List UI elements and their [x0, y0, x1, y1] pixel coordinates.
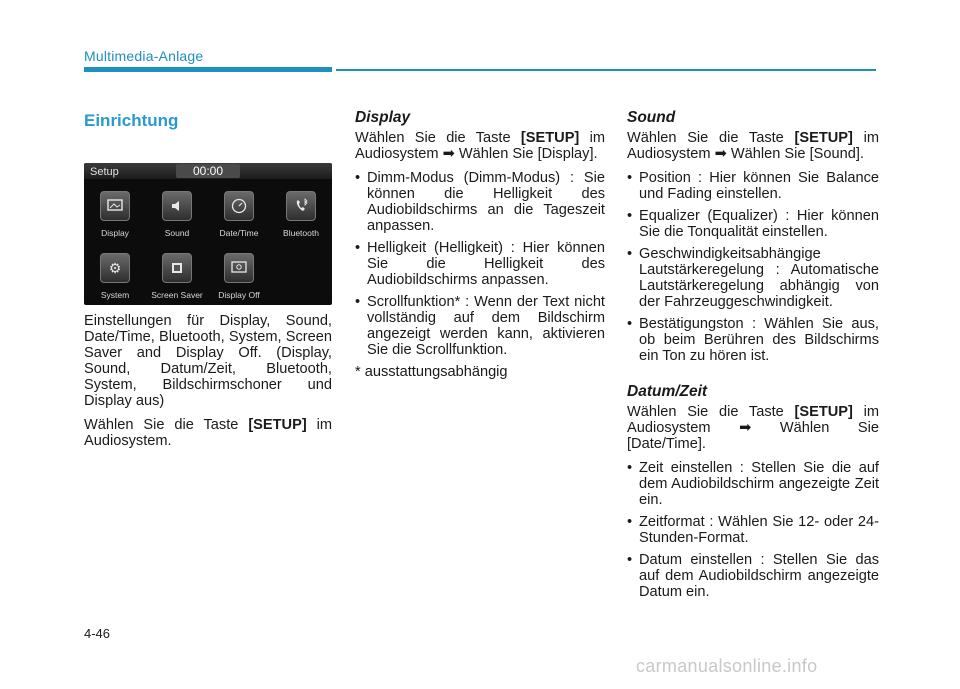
heading-datum-zeit: Datum/Zeit — [627, 383, 708, 400]
sound-instruction: Wählen Sie die Taste [SETUP] im Audiosystem ➡ Wählen Sie [Sound]. — [627, 130, 879, 162]
setup-screen-title: Setup — [90, 166, 119, 178]
list-item: • Geschwindigkeitsabhängige Lautstärkeregelung : Automatische Lautstärkeregelung abhängig von der Fahrzeuggeschwindigkeit. — [627, 246, 879, 310]
display-options-list — [355, 170, 605, 358]
datetime-options-list — [627, 460, 879, 600]
tile-display-off — [209, 253, 269, 303]
setup-screen-clock: 00:00 — [176, 164, 240, 178]
tile-display — [85, 191, 145, 241]
list-item: • Position : Hier können Sie Balance und Fading einstellen. — [627, 170, 879, 202]
list-item: • Scrollfunktion* : Wenn der Text nicht vollständig auf dem Bildschirm angezeigt werden kann, aktivieren Sie die Scrollfunktion. — [355, 294, 605, 358]
datetime-instruction: Wählen Sie die Taste [SETUP] im Audiosystem ➡ Wählen Sie [Date/Time]. — [627, 404, 879, 452]
tile-date-time — [209, 191, 269, 241]
column-left — [84, 108, 332, 457]
column-middle — [355, 108, 605, 388]
tile-sound — [147, 191, 207, 241]
header-rule-thick — [84, 67, 332, 72]
setup-key: [SETUP] — [520, 130, 580, 146]
power-icon — [224, 253, 254, 283]
display-instruction: Wählen Sie die Taste [SETUP] im Audiosystem ➡ Wählen Sie [Display]. — [355, 130, 605, 162]
tile-label: Bluetooth — [283, 228, 319, 238]
list-item: • Dimm-Modus (Dimm-Modus) : Sie können die Helligkeit des Audiobildschirms an die Tageszeit anpassen. — [355, 170, 605, 234]
tile-bluetooth — [271, 191, 331, 241]
list-item: • Equalizer (Equalizer) : Hier können Sie die Tonqualität einstellen. — [627, 208, 879, 240]
header-rule-thin — [336, 69, 876, 71]
clock-icon — [224, 191, 254, 221]
screen-saver-icon — [162, 253, 192, 283]
page-number: 4-46 — [84, 626, 111, 641]
column-right — [627, 108, 879, 606]
list-item: • Bestätigungston : Wählen Sie aus, ob beim Berühren des Bildschirms ein Ton zu hören ist. — [627, 316, 879, 364]
setup-key: [SETUP] — [794, 130, 853, 146]
einrichtung-instruction: Wählen Sie die Taste [SETUP] im Audiosystem. — [84, 417, 332, 449]
heading-sound: Sound — [627, 109, 676, 126]
gear-icon: ⚙ — [100, 253, 130, 283]
bluetooth-phone-icon — [286, 191, 316, 221]
list-item: • Helligkeit (Helligkeit) : Hier können Sie die Helligkeit des Audiobildschirms anpassen. — [355, 240, 605, 288]
heading-einrichtung: Einrichtung — [84, 111, 179, 130]
list-item: • Zeitformat : Wählen Sie 12- oder 24-Stunden-Format. — [627, 514, 879, 546]
tile-label: Screen Saver — [151, 290, 203, 300]
section-header: Multimedia-Anlage — [84, 48, 204, 64]
list-item: • Zeit einstellen : Stellen Sie die auf dem Audiobildschirm angezeigte Zeit ein. — [627, 460, 879, 508]
display-icon — [100, 191, 130, 221]
tile-label: Display — [101, 228, 129, 238]
tile-label: Sound — [164, 228, 190, 238]
watermark: carmanualsonline.info — [636, 656, 818, 676]
sound-options-list — [627, 170, 879, 364]
equipment-footnote: * ausstattungsabhängig — [355, 364, 508, 380]
tile-label: Date/Time — [219, 228, 259, 238]
einrichtung-description: Einstellungen für Display, Sound, Date/Time, Bluetooth, System, Screen Saver and Display Off. (Display, Sound, Datum/Zeit, Bluetooth, System, Bildschirmschoner und Display aus) — [84, 313, 332, 409]
setup-screen-image — [84, 163, 332, 305]
setup-key: [SETUP] — [248, 417, 307, 433]
setup-key: [SETUP] — [794, 404, 853, 420]
tile-label: Display Off — [218, 290, 260, 300]
heading-display: Display — [355, 109, 411, 126]
tile-label: System — [100, 290, 130, 300]
tile-screen-saver — [147, 253, 207, 303]
list-item: • Datum einstellen : Stellen Sie das auf dem Audiobildschirm angezeigte Datum ein. — [627, 552, 879, 600]
tile-system — [85, 253, 145, 303]
speaker-icon — [162, 191, 192, 221]
